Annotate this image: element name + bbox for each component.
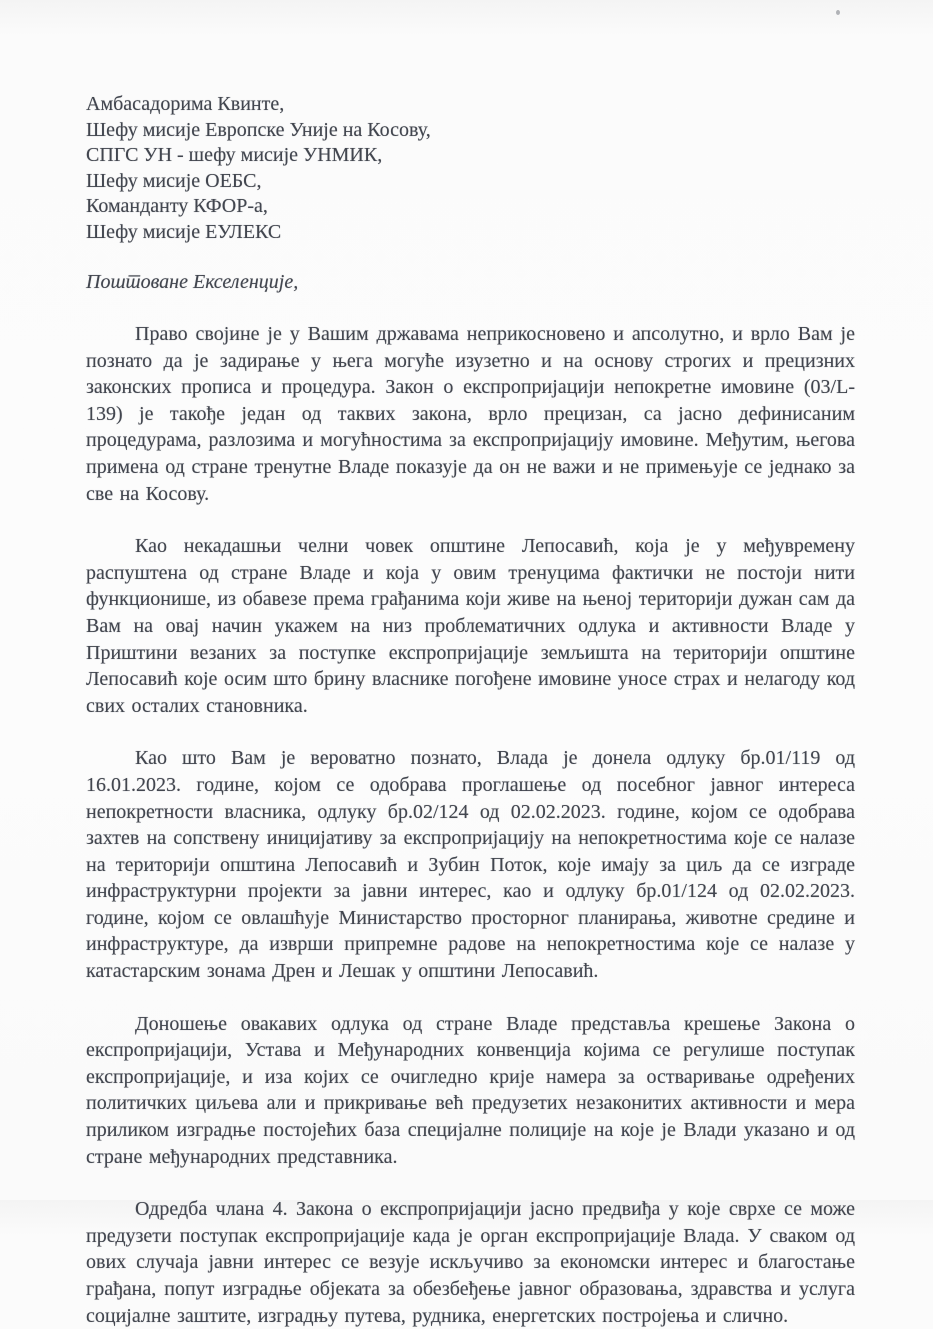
- salutation: Поштоване Екселенције,: [86, 271, 299, 293]
- recipient-line: Шефу мисије ЕУЛЕКС: [86, 220, 282, 243]
- recipient-line: Шефу мисије Европске Уније на Косову,: [86, 118, 431, 141]
- recipient-line: Команданту КФОР-а,: [86, 195, 268, 217]
- recipient-line: СПГС УН - шефу мисије УНМИК,: [86, 144, 383, 166]
- paragraph: Као некадашњи челни човек општине Лепосавић, која је у међувремену распуштена од стране Владе и која у овим тренуцима фактички не постоји нити функционише, из обавезе према грађанима који живе на њеној територији дужан сам да Вам на овај начин укажем на низ проблематичних одлука и активности Владе у Приштини везаних за поступке експропријације земљишта на територији општине Лепосавић које осим што брину власнике погођене имовине уносе страх и нелагоду код свих осталих становника.: [86, 535, 855, 717]
- paragraph: Као што Вам је вероватно познато, Влада је донела одлуку бр.01/119 од 16.01.2023. године, којом се одобрава проглашење од посебног јавног интереса непокретности власника, одлуку бр.02/124 од 02.02.2023. године, којом се одобрава захтев на сопствену иницијативу за експропријацију на непокретностима које се налазе на територији општина Лепосавић и Зубин Поток, које имају за циљ да се изграде инфраструктурни пројекти за јавни интерес, као и одлуку бр.01/124 од 02.02.2023. године, којом се овлашћује Министарство просторног планирања, животне средине и инфраструктуре, да изврши припремне радове на непокретностима које се налазе у катастарским зонама Дрен и Лешак у општини Лепосавић.: [86, 747, 855, 983]
- recipient-line: Амбасадорима Квинте,: [86, 93, 285, 115]
- letter-body: [86, 321, 855, 1329]
- paragraph: Право својине је у Вашим државама неприкосновено и апсолутно, и врло Вам је познато да је задирање у њега могуће изузетно и на основу строгих и прецизних законских прописа и процедура. Закон о експропријацији непокретне имовине (03/L-139) је такође један од таквих закона, врло прецизан, са јасно дефинисаним процедурама, разлозима и могућностима за експропријацију имовине. Међутим, његова примена од стране тренутне Владе показује да он не важи и не примењује се једнако за све на Косову.: [86, 323, 855, 505]
- recipient-line: Шефу мисије ОЕБС,: [86, 169, 262, 192]
- paragraph: Одредба члана 4. Закона о експропријацији јасно предвиђа у које сврхе се може предузети поступак експропријације када је орган експропријације Влада. У сваком од ових случаја јавни интерес се везује искључиво за економски интерес и благостање грађана, попут изградње објеката за обезбеђење јавног образовања, здравства и услуга социјалне заштите, изградњу путева, рудника, енергетских постројења и слично.: [86, 1198, 855, 1327]
- scan-speck: [836, 10, 840, 15]
- recipient-block: [86, 92, 855, 245]
- paragraph: Доношење овакавих одлука од стране Владе представља крешење Закона о експропријацији, Устава и Међународних конвенција којима се регулише поступак експропријације, и иза којих се очигледно крије намера за остваривање одређених политичких циљева али и прикривање већ предузетих незаконитих активности и мера приликом изградње постојећих база специјалне полиције на које је Влади указано и од стране међународних представника.: [86, 1012, 855, 1168]
